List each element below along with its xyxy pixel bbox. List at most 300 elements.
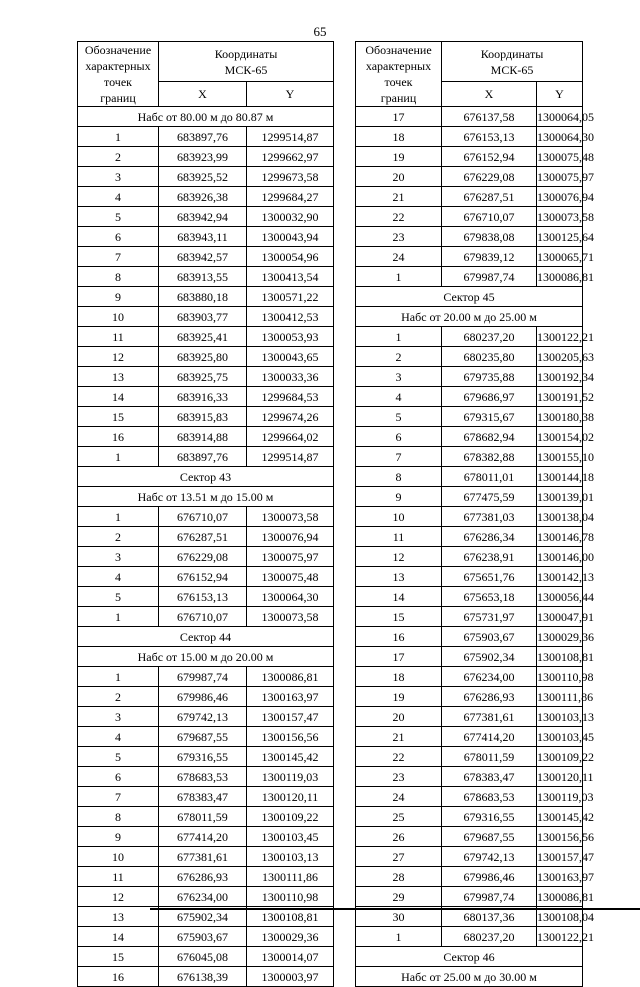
y-coordinate-cell: 1300145,42 (537, 807, 583, 827)
table-row (356, 247, 583, 267)
y-coordinate-cell: 1300144,18 (537, 467, 583, 487)
table-row (356, 747, 583, 767)
table-row (78, 267, 334, 287)
point-number-cell: 23 (356, 227, 442, 247)
point-number-cell: 23 (356, 767, 442, 787)
x-coordinate-cell: 679315,67 (442, 407, 537, 427)
points-column-header: Обозначение характерных точек границ (356, 42, 442, 107)
x-coordinate-cell: 676153,13 (442, 127, 537, 147)
x-coordinate-cell: 679735,88 (442, 367, 537, 387)
table-row (78, 287, 334, 307)
table-row (78, 207, 334, 227)
table-row (78, 547, 334, 567)
table-row (78, 727, 334, 747)
table-row (78, 327, 334, 347)
point-number-cell: 11 (78, 867, 159, 887)
x-coordinate-cell: 676138,39 (159, 967, 247, 987)
point-number-cell: 12 (356, 547, 442, 567)
x-coordinate-cell: 678011,01 (442, 467, 537, 487)
point-number-cell: 10 (78, 307, 159, 327)
x-coordinate-cell: 676137,58 (442, 107, 537, 127)
x-coordinate-cell: 677475,59 (442, 487, 537, 507)
x-coordinate-cell: 676286,93 (159, 867, 247, 887)
y-coordinate-cell: 1300122,21 (537, 327, 583, 347)
x-coordinate-cell: 679987,74 (159, 667, 247, 687)
x-coordinate-cell: 683915,83 (159, 407, 247, 427)
point-number-cell: 26 (356, 827, 442, 847)
y-coordinate-cell: 1300191,52 (537, 387, 583, 407)
y-coordinate-cell: 1300119,03 (537, 787, 583, 807)
point-number-cell: 9 (78, 287, 159, 307)
y-coordinate-cell: 1300103,45 (537, 727, 583, 747)
point-number-cell: 22 (356, 207, 442, 227)
y-coordinate-cell: 1300054,96 (247, 247, 334, 267)
table-row (78, 827, 334, 847)
table-row (78, 307, 334, 327)
y-coordinate-cell: 1300056,44 (537, 587, 583, 607)
section-heading: Набс от 13.51 м до 15.00 м (78, 487, 334, 507)
table-row (356, 667, 583, 687)
table-row (78, 407, 334, 427)
y-coordinate-cell: 1300064,30 (537, 127, 583, 147)
y-coordinate-cell: 1299673,58 (247, 167, 334, 187)
x-coordinate-cell: 683916,33 (159, 387, 247, 407)
y-coordinate-cell: 1300125,64 (537, 227, 583, 247)
coordinates-table-left (77, 41, 334, 987)
table-row (356, 927, 583, 947)
y-coordinate-cell: 1300157,47 (247, 707, 334, 727)
y-coordinate-cell: 1300029,36 (247, 927, 334, 947)
point-number-cell: 2 (356, 347, 442, 367)
y-coordinate-cell: 1300111,86 (537, 687, 583, 707)
x-coordinate-cell: 683903,77 (159, 307, 247, 327)
table-row (78, 927, 334, 947)
x-coordinate-cell: 679838,08 (442, 227, 537, 247)
table-row (78, 847, 334, 867)
x-coordinate-cell: 677381,61 (159, 847, 247, 867)
y-coordinate-cell: 1300156,56 (247, 727, 334, 747)
x-coordinate-cell: 680237,20 (442, 927, 537, 947)
point-number-cell: 1 (356, 927, 442, 947)
x-coordinate-cell: 678683,53 (159, 767, 247, 787)
y-coordinate-cell: 1300103,13 (537, 707, 583, 727)
point-number-cell: 13 (356, 567, 442, 587)
table-row (78, 807, 334, 827)
y-coordinate-cell: 1300108,04 (537, 907, 583, 927)
x-coordinate-cell: 676153,13 (159, 587, 247, 607)
section-heading: Сектор 46 (356, 947, 583, 967)
point-number-cell: 4 (78, 187, 159, 207)
x-coordinate-cell: 680137,36 (442, 907, 537, 927)
table-row (356, 787, 583, 807)
y-coordinate-cell: 1300076,94 (537, 187, 583, 207)
table-row (356, 187, 583, 207)
y-coordinate-cell: 1299662,97 (247, 147, 334, 167)
x-coordinate-cell: 679687,55 (442, 827, 537, 847)
y-coordinate-cell: 1300146,78 (537, 527, 583, 547)
table-row (78, 367, 334, 387)
point-number-cell: 10 (356, 507, 442, 527)
y-coordinate-cell: 1300043,94 (247, 227, 334, 247)
point-number-cell: 20 (356, 707, 442, 727)
point-number-cell: 6 (356, 427, 442, 447)
section-heading: Набс от 20.00 м до 25.00 м (356, 307, 583, 327)
table-row (78, 787, 334, 807)
table-row (78, 447, 334, 467)
table-row (78, 767, 334, 787)
point-number-cell: 5 (356, 407, 442, 427)
table-row (356, 447, 583, 467)
point-number-cell: 8 (356, 467, 442, 487)
x-coordinate-cell: 676234,00 (159, 887, 247, 907)
point-number-cell: 4 (78, 727, 159, 747)
y-coordinate-cell: 1300108,81 (247, 907, 334, 927)
table-row (356, 467, 583, 487)
point-number-cell: 9 (356, 487, 442, 507)
point-number-cell: 6 (78, 767, 159, 787)
x-coordinate-cell: 677381,61 (442, 707, 537, 727)
y-coordinate-cell: 1300073,58 (247, 607, 334, 627)
table-row (356, 807, 583, 827)
table-row (356, 887, 583, 907)
table-row (78, 387, 334, 407)
point-number-cell: 15 (78, 407, 159, 427)
y-coordinate-cell: 1300155,10 (537, 447, 583, 467)
x-coordinate-cell: 683913,55 (159, 267, 247, 287)
table-row (78, 607, 334, 627)
y-coordinate-cell: 1299514,87 (247, 447, 334, 467)
table-row (356, 347, 583, 367)
y-coordinate-cell: 1300064,05 (537, 107, 583, 127)
section-heading: Набс от 15.00 м до 20.00 м (78, 647, 334, 667)
x-column-header: X (442, 82, 537, 107)
table-row (78, 747, 334, 767)
y-coordinate-cell: 1300073,58 (537, 207, 583, 227)
x-coordinate-cell: 675903,67 (159, 927, 247, 947)
table-row (78, 587, 334, 607)
point-number-cell: 12 (78, 887, 159, 907)
point-number-cell: 3 (78, 707, 159, 727)
y-coordinate-cell: 1300110,98 (537, 667, 583, 687)
x-coordinate-cell: 683942,94 (159, 207, 247, 227)
y-coordinate-cell: 1300110,98 (247, 887, 334, 907)
x-coordinate-cell: 683923,99 (159, 147, 247, 167)
point-number-cell: 5 (78, 207, 159, 227)
point-number-cell: 19 (356, 147, 442, 167)
y-coordinate-cell: 1300103,13 (247, 847, 334, 867)
x-coordinate-cell: 683942,57 (159, 247, 247, 267)
section-heading-row (78, 467, 334, 487)
y-coordinate-cell: 1300064,30 (247, 587, 334, 607)
x-coordinate-cell: 676286,34 (442, 527, 537, 547)
table-row (78, 707, 334, 727)
x-coordinate-cell: 683925,80 (159, 347, 247, 367)
point-number-cell: 2 (78, 687, 159, 707)
x-coordinate-cell: 675903,67 (442, 627, 537, 647)
x-coordinate-cell: 675902,34 (442, 647, 537, 667)
point-number-cell: 11 (78, 327, 159, 347)
point-number-cell: 4 (356, 387, 442, 407)
section-heading-row (78, 627, 334, 647)
table-row (78, 347, 334, 367)
point-number-cell: 1 (78, 447, 159, 467)
x-coordinate-cell: 675653,18 (442, 587, 537, 607)
point-number-cell: 29 (356, 887, 442, 907)
point-number-cell: 7 (78, 247, 159, 267)
point-number-cell: 1 (78, 127, 159, 147)
table-row (356, 647, 583, 667)
point-number-cell: 24 (356, 247, 442, 267)
y-coordinate-cell: 1300032,90 (247, 207, 334, 227)
point-number-cell: 21 (356, 187, 442, 207)
y-coordinate-cell: 1300145,42 (247, 747, 334, 767)
section-heading: Набс от 80.00 м до 80.87 м (78, 107, 334, 127)
point-number-cell: 15 (356, 607, 442, 627)
y-coordinate-cell: 1300120,11 (247, 787, 334, 807)
point-number-cell: 14 (78, 387, 159, 407)
table-row (356, 387, 583, 407)
point-number-cell: 24 (356, 787, 442, 807)
table-row (78, 527, 334, 547)
section-heading-row (78, 647, 334, 667)
section-heading: Сектор 43 (78, 467, 334, 487)
x-coordinate-cell: 676229,08 (442, 167, 537, 187)
point-number-cell: 16 (78, 427, 159, 447)
x-coordinate-cell: 678383,47 (159, 787, 247, 807)
x-coordinate-cell: 679316,55 (442, 807, 537, 827)
section-heading: Набс от 25.00 м до 30.00 м (356, 967, 583, 987)
page-bottom-rule (150, 908, 640, 910)
point-number-cell: 1 (78, 607, 159, 627)
y-coordinate-cell: 1300413,54 (247, 267, 334, 287)
point-number-cell: 5 (78, 747, 159, 767)
x-coordinate-cell: 676710,07 (159, 507, 247, 527)
y-coordinate-cell: 1300180,38 (537, 407, 583, 427)
y-coordinate-cell: 1300003,97 (247, 967, 334, 987)
points-column-header: Обозначение характерных точек границ (78, 42, 159, 107)
y-coordinate-cell: 1300065,71 (537, 247, 583, 267)
y-coordinate-cell: 1300108,81 (537, 647, 583, 667)
point-number-cell: 3 (78, 167, 159, 187)
y-coordinate-cell: 1300029,36 (537, 627, 583, 647)
x-coordinate-cell: 680235,80 (442, 347, 537, 367)
x-coordinate-cell: 683943,11 (159, 227, 247, 247)
x-column-header: X (159, 82, 247, 107)
table-row (356, 827, 583, 847)
section-heading: Сектор 45 (356, 287, 583, 307)
table-row (356, 867, 583, 887)
section-heading-row (356, 947, 583, 967)
table-row (78, 887, 334, 907)
section-heading-row (356, 287, 583, 307)
x-coordinate-cell: 679686,97 (442, 387, 537, 407)
point-number-cell: 19 (356, 687, 442, 707)
y-coordinate-cell: 1300076,94 (247, 527, 334, 547)
point-number-cell: 20 (356, 167, 442, 187)
table-row (356, 567, 583, 587)
point-number-cell: 13 (78, 907, 159, 927)
y-coordinate-cell: 1299674,26 (247, 407, 334, 427)
page-number: 65 (313, 24, 327, 39)
y-coordinate-cell: 1300163,97 (247, 687, 334, 707)
x-coordinate-cell: 676238,91 (442, 547, 537, 567)
y-coordinate-cell: 1300075,97 (247, 547, 334, 567)
y-coordinate-cell: 1299684,53 (247, 387, 334, 407)
point-number-cell: 5 (78, 587, 159, 607)
y-coordinate-cell: 1300073,58 (247, 507, 334, 527)
x-coordinate-cell: 676152,94 (442, 147, 537, 167)
x-coordinate-cell: 679687,55 (159, 727, 247, 747)
y-coordinate-cell: 1299684,27 (247, 187, 334, 207)
y-coordinate-cell: 1300086,81 (537, 887, 583, 907)
y-coordinate-cell: 1299664,02 (247, 427, 334, 447)
point-number-cell: 1 (356, 327, 442, 347)
x-coordinate-cell: 678683,53 (442, 787, 537, 807)
table-row (78, 867, 334, 887)
table-row (78, 947, 334, 967)
coordinates-header: Координаты МСК-65 (442, 42, 583, 82)
section-heading-row (356, 307, 583, 327)
y-coordinate-cell: 1300412,53 (247, 307, 334, 327)
point-number-cell: 9 (78, 827, 159, 847)
x-coordinate-cell: 679742,13 (159, 707, 247, 727)
table-row (356, 267, 583, 287)
x-coordinate-cell: 676152,94 (159, 567, 247, 587)
table-row (78, 667, 334, 687)
x-coordinate-cell: 675651,76 (442, 567, 537, 587)
table-row (356, 767, 583, 787)
x-coordinate-cell: 683925,75 (159, 367, 247, 387)
x-coordinate-cell: 679986,46 (159, 687, 247, 707)
x-coordinate-cell: 676045,08 (159, 947, 247, 967)
y-coordinate-cell: 1300111,86 (247, 867, 334, 887)
x-coordinate-cell: 683925,41 (159, 327, 247, 347)
table-row (78, 227, 334, 247)
x-coordinate-cell: 683914,88 (159, 427, 247, 447)
x-coordinate-cell: 683897,76 (159, 447, 247, 467)
y-coordinate-cell: 1300192,34 (537, 367, 583, 387)
point-number-cell: 27 (356, 847, 442, 867)
point-number-cell: 17 (356, 107, 442, 127)
table-row (356, 587, 583, 607)
x-coordinate-cell: 676234,00 (442, 667, 537, 687)
x-coordinate-cell: 676710,07 (442, 207, 537, 227)
table-row (356, 427, 583, 447)
x-coordinate-cell: 679987,74 (442, 267, 537, 287)
point-number-cell: 7 (78, 787, 159, 807)
point-number-cell: 21 (356, 727, 442, 747)
table-row (78, 567, 334, 587)
x-coordinate-cell: 679839,12 (442, 247, 537, 267)
table-row (78, 427, 334, 447)
point-number-cell: 30 (356, 907, 442, 927)
y-coordinate-cell: 1300047,91 (537, 607, 583, 627)
x-coordinate-cell: 679316,55 (159, 747, 247, 767)
point-number-cell: 2 (78, 527, 159, 547)
y-coordinate-cell: 1300075,48 (247, 567, 334, 587)
y-coordinate-cell: 1300120,11 (537, 767, 583, 787)
x-coordinate-cell: 675902,34 (159, 907, 247, 927)
table-row (356, 847, 583, 867)
point-number-cell: 3 (356, 367, 442, 387)
table-row (78, 247, 334, 267)
section-heading-row (78, 487, 334, 507)
table-row (78, 507, 334, 527)
coordinates-header: Координаты МСК-65 (159, 42, 334, 82)
section-heading-row (356, 967, 583, 987)
x-coordinate-cell: 676229,08 (159, 547, 247, 567)
point-number-cell: 1 (78, 667, 159, 687)
table-row (356, 147, 583, 167)
right-table-body (356, 107, 594, 987)
table-row (356, 507, 583, 527)
x-coordinate-cell: 683926,38 (159, 187, 247, 207)
table-row (356, 627, 583, 647)
table-row (356, 127, 583, 147)
x-coordinate-cell: 676287,51 (442, 187, 537, 207)
y-coordinate-cell: 1300163,97 (537, 867, 583, 887)
point-number-cell: 3 (78, 547, 159, 567)
point-number-cell: 8 (78, 807, 159, 827)
y-coordinate-cell: 1300109,22 (247, 807, 334, 827)
point-number-cell: 1 (356, 267, 442, 287)
y-coordinate-cell: 1300075,97 (537, 167, 583, 187)
x-coordinate-cell: 678382,88 (442, 447, 537, 467)
y-coordinate-cell: 1300014,07 (247, 947, 334, 967)
point-number-cell: 1 (78, 507, 159, 527)
y-coordinate-cell: 1300157,47 (537, 847, 583, 867)
table-row (356, 407, 583, 427)
section-heading: Сектор 44 (78, 627, 334, 647)
table-row (356, 167, 583, 187)
y-coordinate-cell: 1300033,36 (247, 367, 334, 387)
y-coordinate-cell: 1300109,22 (537, 747, 583, 767)
point-number-cell: 12 (78, 347, 159, 367)
table-row (356, 107, 583, 127)
x-coordinate-cell: 676710,07 (159, 607, 247, 627)
table-row (356, 527, 583, 547)
left-table-body (78, 107, 334, 987)
y-coordinate-cell: 1300205,63 (537, 347, 583, 367)
point-number-cell: 28 (356, 867, 442, 887)
point-number-cell: 22 (356, 747, 442, 767)
y-coordinate-cell: 1300053,93 (247, 327, 334, 347)
point-number-cell: 11 (356, 527, 442, 547)
y-column-header: Y (537, 82, 583, 107)
section-heading-row (78, 107, 334, 127)
point-number-cell: 25 (356, 807, 442, 827)
table-row (78, 127, 334, 147)
x-coordinate-cell: 677414,20 (442, 727, 537, 747)
y-coordinate-cell: 1300154,02 (537, 427, 583, 447)
y-coordinate-cell: 1299514,87 (247, 127, 334, 147)
point-number-cell: 10 (78, 847, 159, 867)
y-coordinate-cell: 1300156,56 (537, 827, 583, 847)
point-number-cell: 2 (78, 147, 159, 167)
point-number-cell: 8 (78, 267, 159, 287)
table-row (78, 187, 334, 207)
point-number-cell: 15 (78, 947, 159, 967)
y-coordinate-cell: 1300103,45 (247, 827, 334, 847)
table-row (356, 547, 583, 567)
point-number-cell: 14 (356, 587, 442, 607)
x-coordinate-cell: 683897,76 (159, 127, 247, 147)
table-row (356, 327, 583, 347)
x-coordinate-cell: 675731,97 (442, 607, 537, 627)
point-number-cell: 6 (78, 227, 159, 247)
point-number-cell: 4 (78, 567, 159, 587)
x-coordinate-cell: 678383,47 (442, 767, 537, 787)
